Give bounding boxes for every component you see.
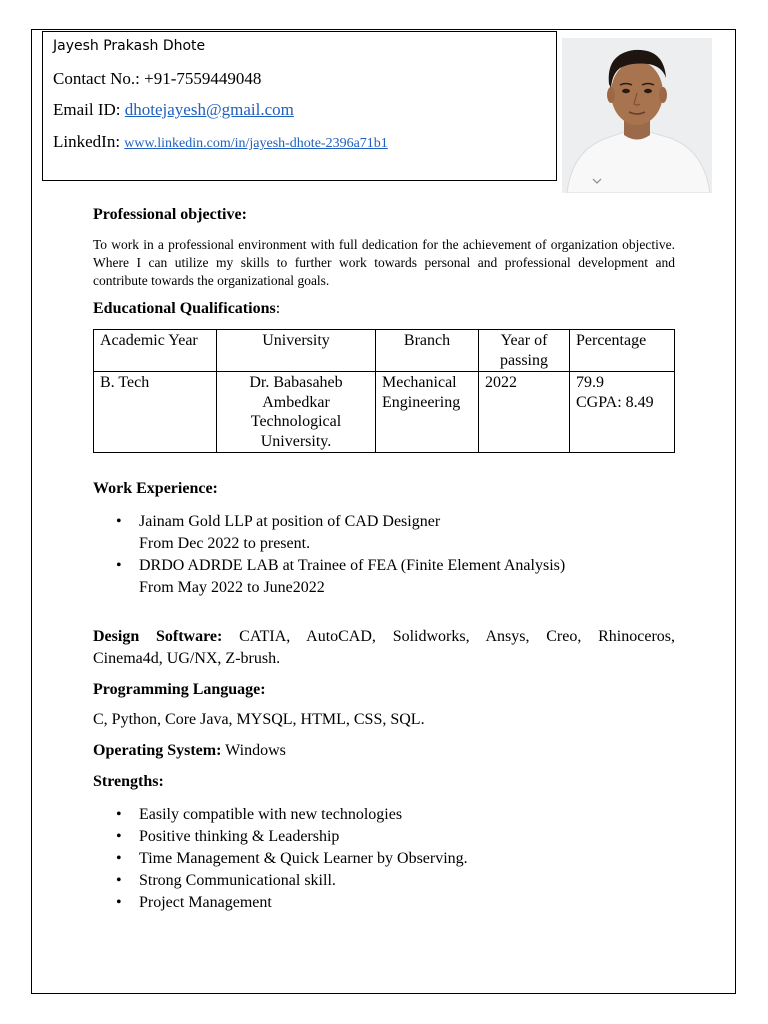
contact-box — [42, 31, 557, 181]
profile-photo — [562, 38, 712, 193]
design-software: Design Software: CATIA, AutoCAD, Solidworks, Ansys, Creo, Rhinoceros, — [93, 628, 676, 645]
cell-percentage — [570, 372, 675, 453]
bullet-icon: • — [116, 850, 122, 867]
header-percentage: Percentage — [570, 330, 675, 372]
percentage-value: 79.9 — [576, 374, 604, 391]
operating-system: Operating System: Windows — [93, 742, 286, 759]
bullet-icon: • — [116, 513, 122, 530]
email: Email ID: dhotejayesh@gmail.com — [53, 100, 294, 119]
list-item: • Jainam Gold LLP at position of CAD Designer From Dec 2022 to present. — [116, 513, 441, 552]
list-item: • DRDO ADRDE LAB at Trainee of FEA (Finite Element Analysis) From May 2022 to June2022 — [116, 557, 566, 596]
strengths-heading: Strengths: — [93, 773, 164, 790]
work-list — [93, 511, 565, 599]
list-item: • Time Management & Quick Learner by Observing. — [93, 848, 468, 870]
profile-photo-image — [562, 38, 712, 193]
bullet-icon: • — [116, 828, 122, 845]
table-header-row — [94, 330, 675, 372]
work-heading: Work Experience: — [93, 480, 218, 497]
candidate-name: Jayesh Prakash Dhote — [53, 38, 206, 54]
linkedin: LinkedIn: www.linkedin.com/in/jayesh-dhote-2396a71b1 — [53, 132, 388, 151]
education-heading: Educational Qualifications: — [93, 300, 281, 317]
header-university: University — [217, 330, 376, 372]
list-item: • Easily compatible with new technologies — [93, 804, 468, 826]
design-software-cont: Cinema4d, UG/NX, Z-brush. — [93, 650, 281, 667]
objective-heading: Professional objective: — [93, 206, 247, 223]
strengths-list — [93, 804, 468, 914]
cell-university: Dr. Babasaheb Ambedkar Technological University. — [217, 372, 376, 453]
header-academic-year: Academic Year — [94, 330, 217, 372]
header-year-of-passing: Year of passing — [479, 330, 570, 372]
linkedin-link[interactable]: www.linkedin.com/in/jayesh-dhote-2396a71b1 — [124, 136, 388, 151]
header-branch: Branch — [376, 330, 479, 372]
bullet-icon: • — [116, 894, 122, 911]
cell-passing-year: 2022 — [479, 372, 570, 453]
education-table — [93, 329, 675, 453]
email-link[interactable]: dhotejayesh@gmail.com — [124, 100, 294, 119]
cgpa-value: CGPA: 8.49 — [576, 393, 654, 411]
list-item: • Strong Communicational skill. — [93, 870, 468, 892]
programming-heading: Programming Language: — [93, 681, 266, 698]
contact-number: Contact No.: +91-7559449048 — [53, 69, 262, 88]
bullet-icon: • — [116, 557, 122, 574]
list-item: • Project Management — [93, 892, 468, 914]
bullet-icon: • — [116, 872, 122, 889]
table-row — [94, 372, 675, 453]
list-item: • Positive thinking & Leadership — [93, 826, 468, 848]
cell-degree: B. Tech — [94, 372, 217, 453]
objective-text: To work in a professional environment with full dedication for the achievement of organization objective. Where I can utilize my skills to further work towards personal and professional development and contribute towards the organizational goals. — [93, 237, 675, 288]
bullet-icon: • — [116, 806, 122, 823]
programming-text: C, Python, Core Java, MYSQL, HTML, CSS, SQL. — [93, 711, 425, 728]
cell-branch: Mechanical Engineering — [376, 372, 479, 453]
